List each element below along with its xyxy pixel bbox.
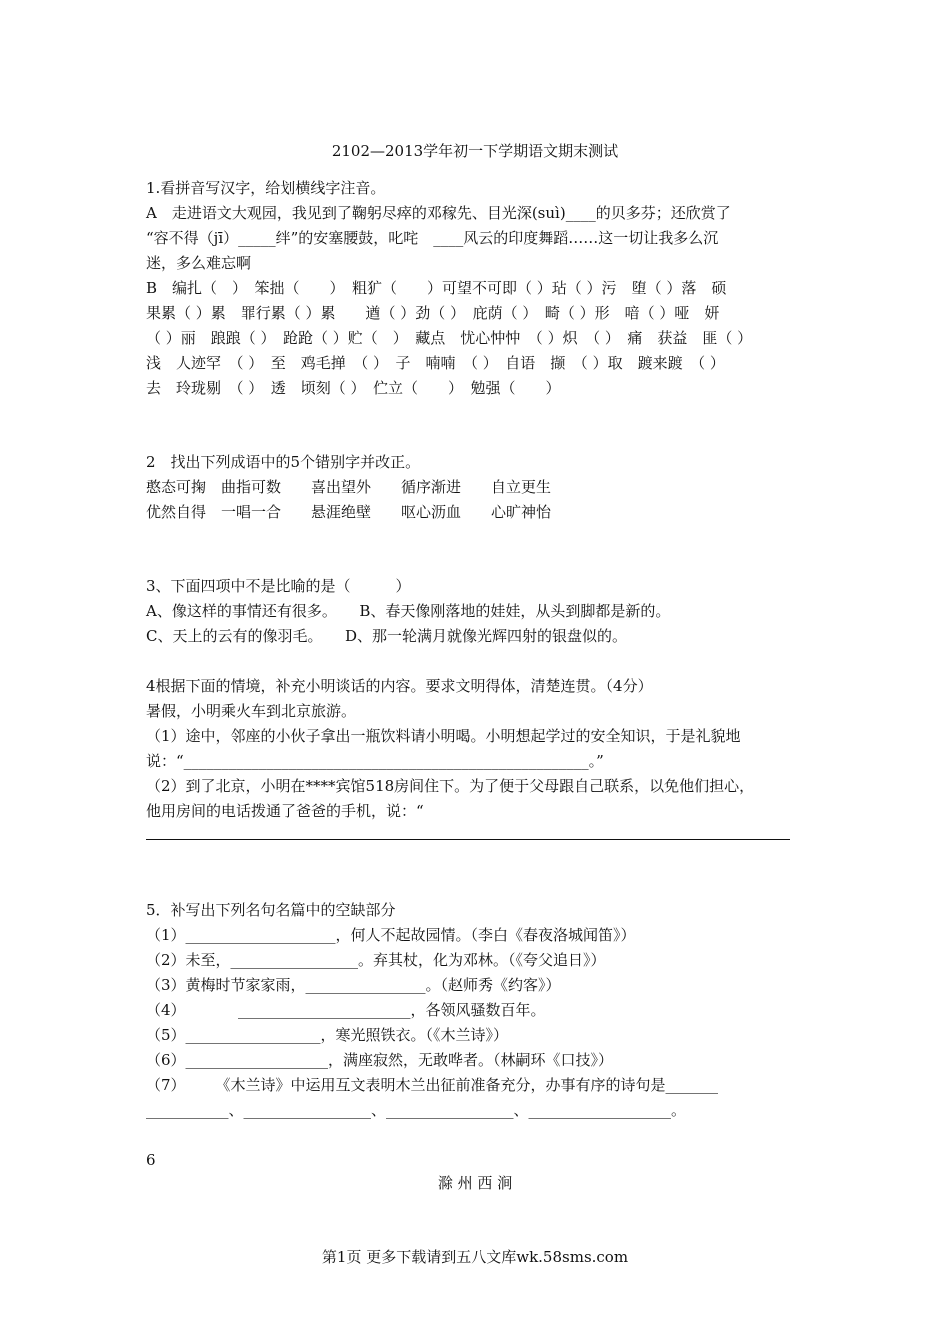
q1-line-a2: “容不得（jī）_____绊”的安塞腰鼓，叱咤 ____风云的印度舞蹈……这一切让我多么沉 xyxy=(146,229,719,247)
q5-item-5: （5）__________________，寒光照铁衣。（《木兰诗》） xyxy=(146,1026,509,1044)
q3-options-cd: C、天上的云有的像羽毛。 D、那一轮满月就像光辉四射的银盘似的。 xyxy=(146,627,628,645)
q1-line-b3: （ ）丽 踉踉（ ） 跄跄（ ）贮（ ） 藏点 忧心忡忡 （ ）炽 （ ） 痛 获益 匪（ ） xyxy=(146,329,753,347)
q3-heading: 3、下面四项中不是比喻的是（ ） xyxy=(146,577,411,595)
q1-line-a1: A 走进语文大观园，我见到了鞠躬尽瘁的邓稼先、目光深(suì)____的贝多芬；还欣赏了 xyxy=(146,204,731,222)
q1-line-b4: 浅 人迹罕 （ ） 至 鸡毛掸 （ ） 子 喃喃 （ ） 自语 撷 （ ）取 踱来踱 （ ） xyxy=(146,354,725,372)
q4-part2-cont: 他用房间的电话拨通了爸爸的手机，说：“ xyxy=(146,802,424,820)
q5-item-4: （4） _______________________，各领风骚数百年。 xyxy=(146,1001,546,1019)
q4-heading: 4根据下面的情境，补充小明谈话的内容。要求文明得体，清楚连贯。（4分） xyxy=(146,677,653,695)
q5-item-7-blanks: ___________、_________________、_________________、___________________。 xyxy=(146,1101,687,1119)
q5-heading: 5．补写出下列名句名篇中的空缺部分 xyxy=(146,901,396,919)
q2-heading: 2 找出下列成语中的5个错别字并改正。 xyxy=(146,453,421,471)
q1-line-b2: 果累（ ）累 罪行累（ ）累 遒（ ）劲（ ） 庇荫（ ） 畸（ ）形 喑（ ）哑 妍 xyxy=(146,304,720,322)
q1-heading: 1.看拼音写汉字，给划横线字注音。 xyxy=(146,179,386,197)
q4-part1-blank: 说：“______________________________________________________。” xyxy=(146,752,604,770)
poem-title: 滁 州 西 涧 xyxy=(437,1174,513,1192)
q5-item-6: （6）___________________，满座寂然，无敢哗者。（林嗣环《口技》） xyxy=(146,1051,614,1069)
page-title: 2102—2013学年初一下学期语文期末测试 xyxy=(331,142,619,160)
q5-item-3: （3）黄梅时节家家雨，________________。（赵师秀《约客》） xyxy=(146,976,561,994)
q3-options-ab: A、像这样的事情还有很多。 B、春天像刚落地的娃娃，从头到脚都是新的。 xyxy=(146,602,671,620)
q1-line-b5: 去 玲珑剔 （ ） 透 顷刻（ ） 伫立（ ） 勉强（ ） xyxy=(146,379,561,397)
q6-number: 6 xyxy=(146,1151,156,1169)
answer-line xyxy=(146,839,790,840)
q4-part1: （1）途中，邻座的小伙子拿出一瓶饮料请小明喝。小明想起学过的安全知识，于是礼貌地 xyxy=(146,727,741,745)
q1-line-a3: 迷，多么难忘啊 xyxy=(146,254,252,272)
q2-idioms-row1: 憨态可掬 曲指可数 喜出望外 循序渐进 自立更生 xyxy=(146,478,552,496)
q4-context: 暑假，小明乘火车到北京旅游。 xyxy=(146,702,357,720)
page-footer: 第1页 更多下载请到五八文库wk.58sms.com xyxy=(321,1248,629,1266)
q5-item-1: （1）____________________，何人不起故园情。（李白《春夜洛城闻笛》） xyxy=(146,926,636,944)
q1-line-b1: B 编扎（ ） 笨拙（ ） 粗犷（ ）可望不可即（ ）玷（ ）污 堕（ ）落 硕 xyxy=(146,279,727,297)
q4-part2: （2）到了北京，小明在****宾馆518房间住下。为了便于父母跟自己联系，以免他们担心， xyxy=(146,777,755,795)
q5-item-7: （7） 《木兰诗》中运用互文表明木兰出征前准备充分，办事有序的诗句是_______ xyxy=(146,1076,719,1094)
q2-idioms-row2: 优然自得 一唱一合 悬涯绝壁 呕心沥血 心旷神怡 xyxy=(146,503,552,521)
q5-item-2: （2）未至，_________________。弃其杖，化为邓林。（《夸父追日》） xyxy=(146,951,606,969)
